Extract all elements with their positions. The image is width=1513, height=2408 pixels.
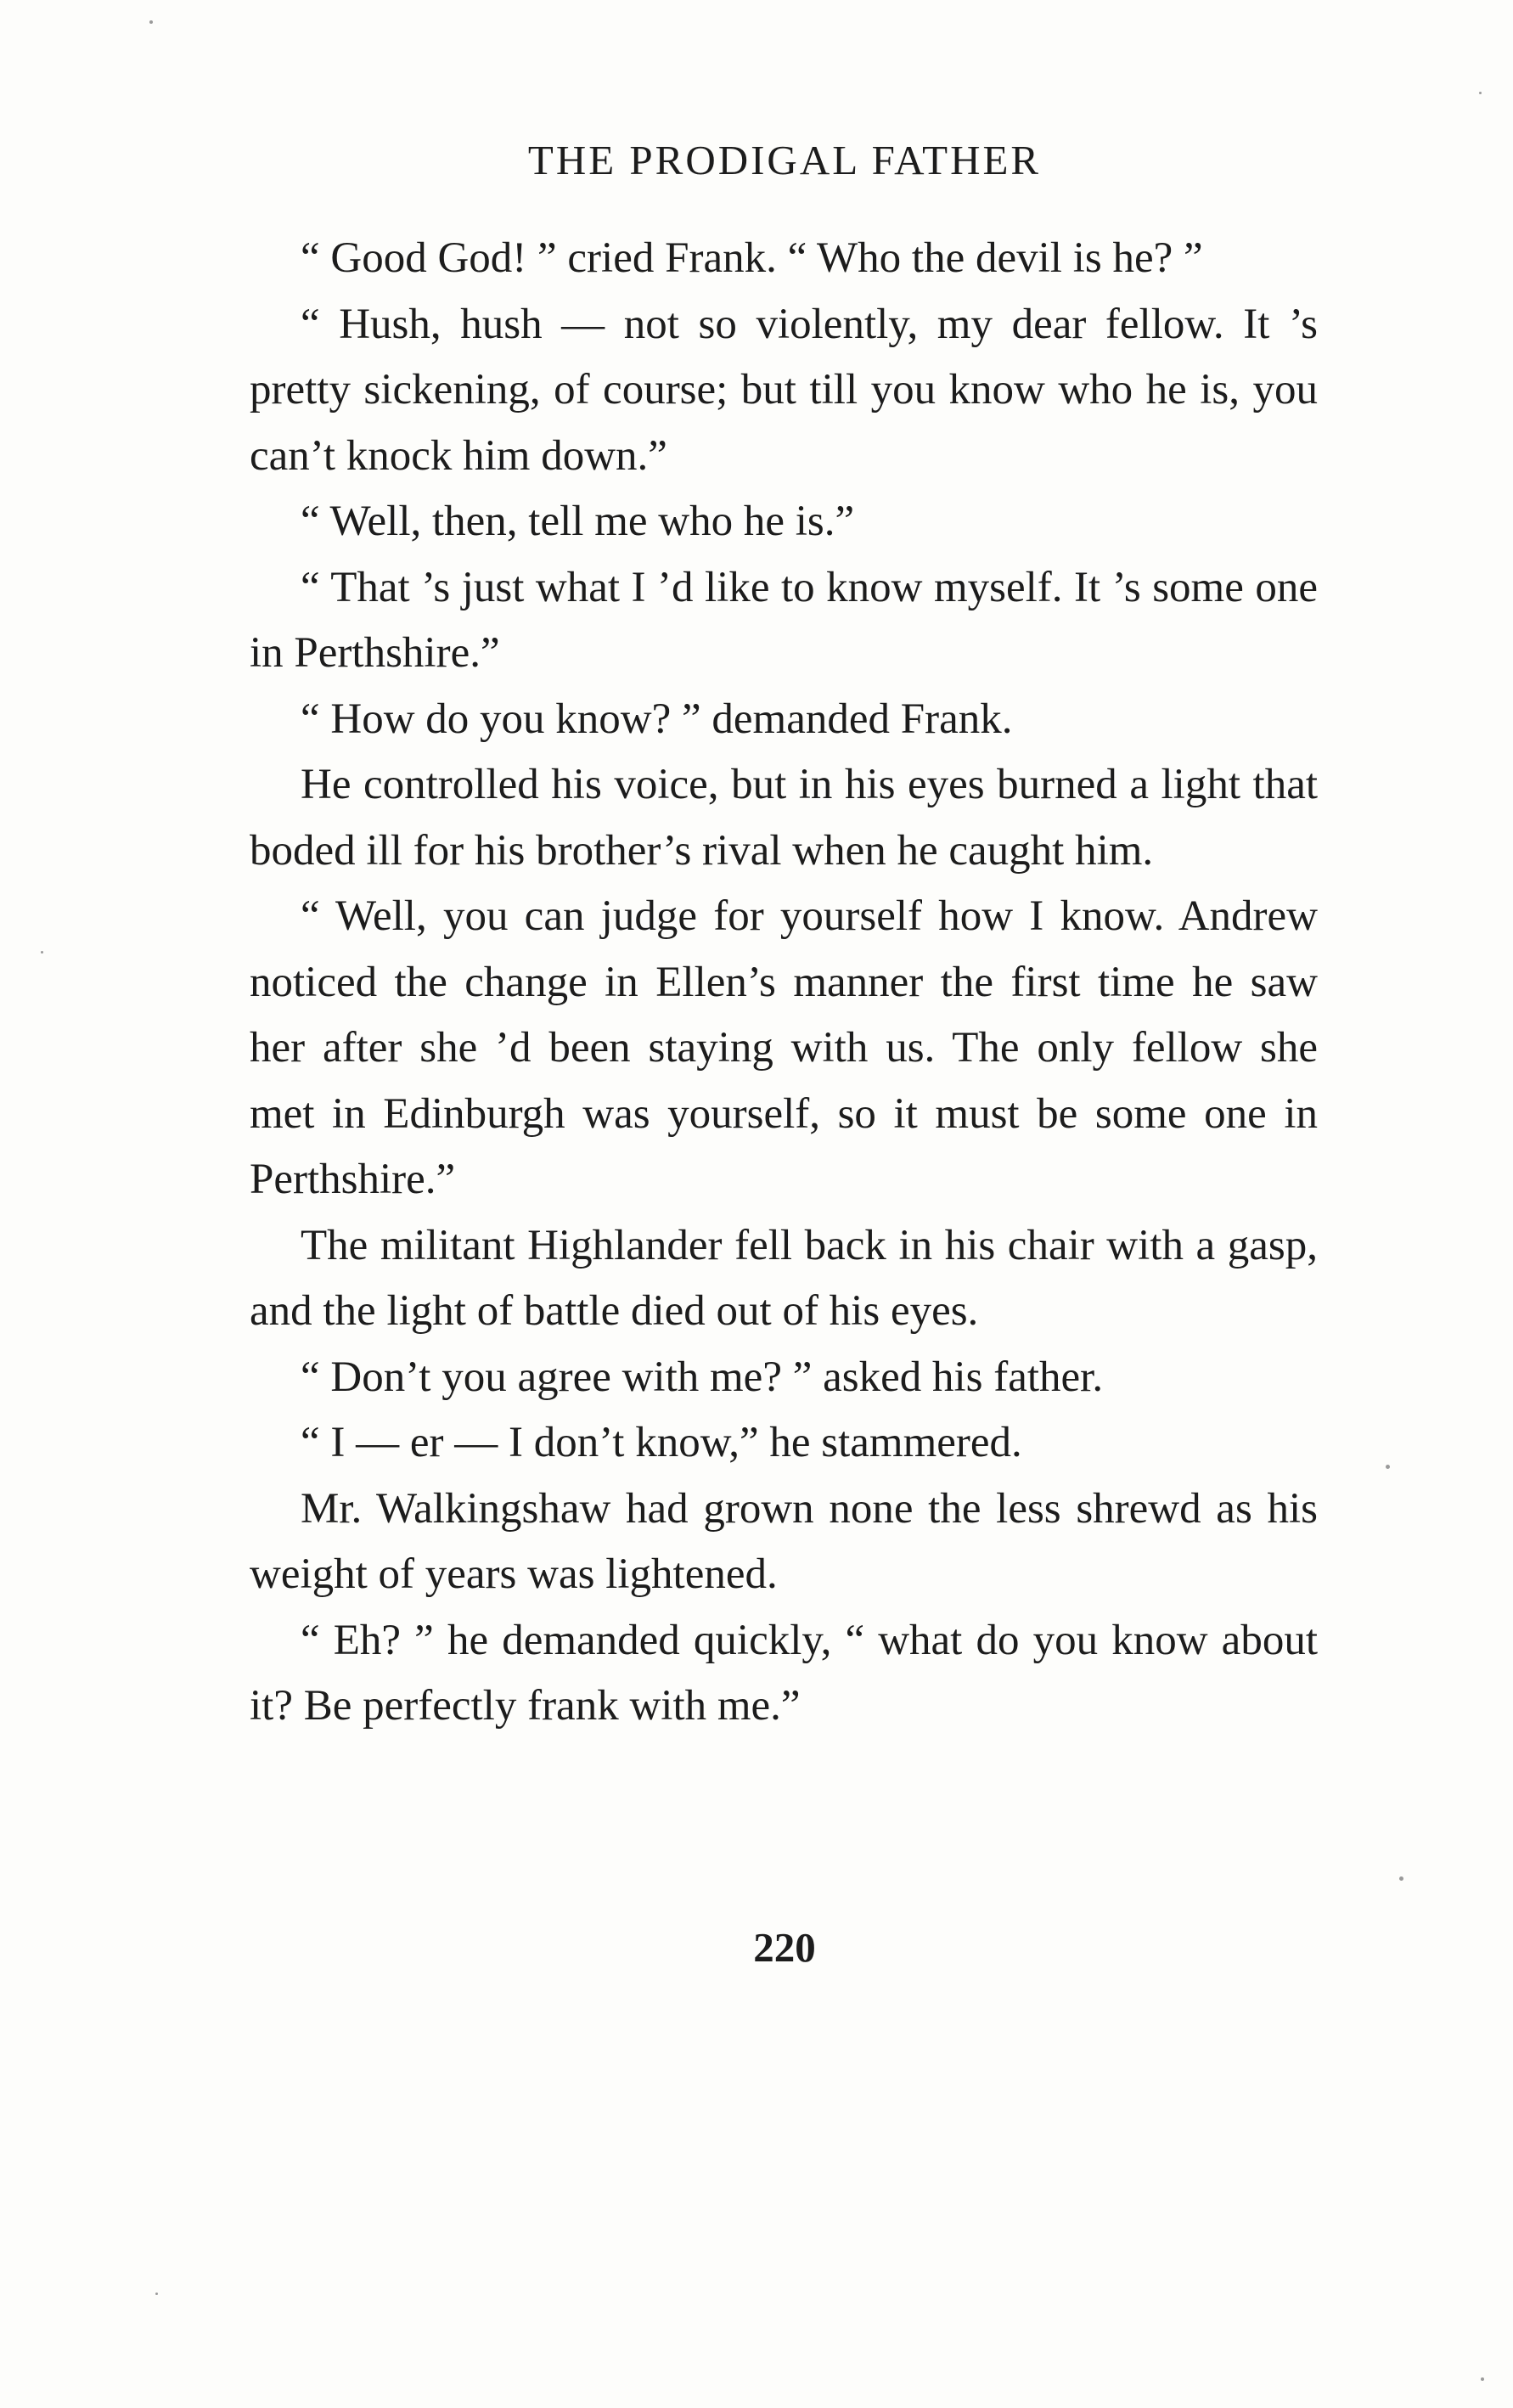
scan-speck [41,951,43,954]
paragraph: “ Don’t you agree with me? ” asked his father. [301,1353,1104,1401]
paragraph: “ Eh? ” he demanded quickly, “ what do you know about it? Be perfectly frank with me.” [250,1616,1318,1730]
paragraph: “ Hush, hush — not so violently, my dear fellow. It ’s pretty sickening, of course; but till you know who he is, you can’t knock him down.” [250,300,1318,480]
page-number: 220 [753,1924,816,1971]
paragraph: “ How do you know? ” demanded Frank. [301,695,1013,743]
scan-speck [1399,1876,1403,1881]
body-text [250,226,1318,1740]
paragraph: Mr. Walkingshaw had grown none the less shrewd as his weight of years was lightened. [250,1484,1318,1598]
paragraph: “ That ’s just what I ’d like to know myself. It ’s some one in Perthshire.” [250,563,1318,677]
scan-speck [1386,1465,1390,1469]
paragraph: He controlled his voice, but in his eyes burned a light that boded ill for his brother’s rival when he caught him. [250,761,1318,875]
paragraph: “ Well, you can judge for yourself how I know. Andrew noticed the change in Ellen’s manner the first time he saw her after she ’d been staying with us. The only fellow she met in Edinburgh was yourself, so it must be some one in Perthshire.” [250,892,1318,1203]
paragraph: “ Good God! ” cried Frank. “ Who the devil is he? ” [301,234,1203,282]
paragraph: “ Well, then, tell me who he is.” [301,498,855,545]
scan-speck [149,20,153,24]
scan-speck [1481,2377,1484,2381]
scan-speck [1479,92,1482,94]
paragraph: “ I — er — I don’t know,” he stammered. [301,1419,1022,1466]
running-head: THE PRODIGAL FATHER [527,137,1042,183]
paragraph: The militant Highlander fell back in his chair with a gasp, and the light of battle died out of his eyes. [250,1221,1318,1335]
scan-speck [155,2293,158,2295]
